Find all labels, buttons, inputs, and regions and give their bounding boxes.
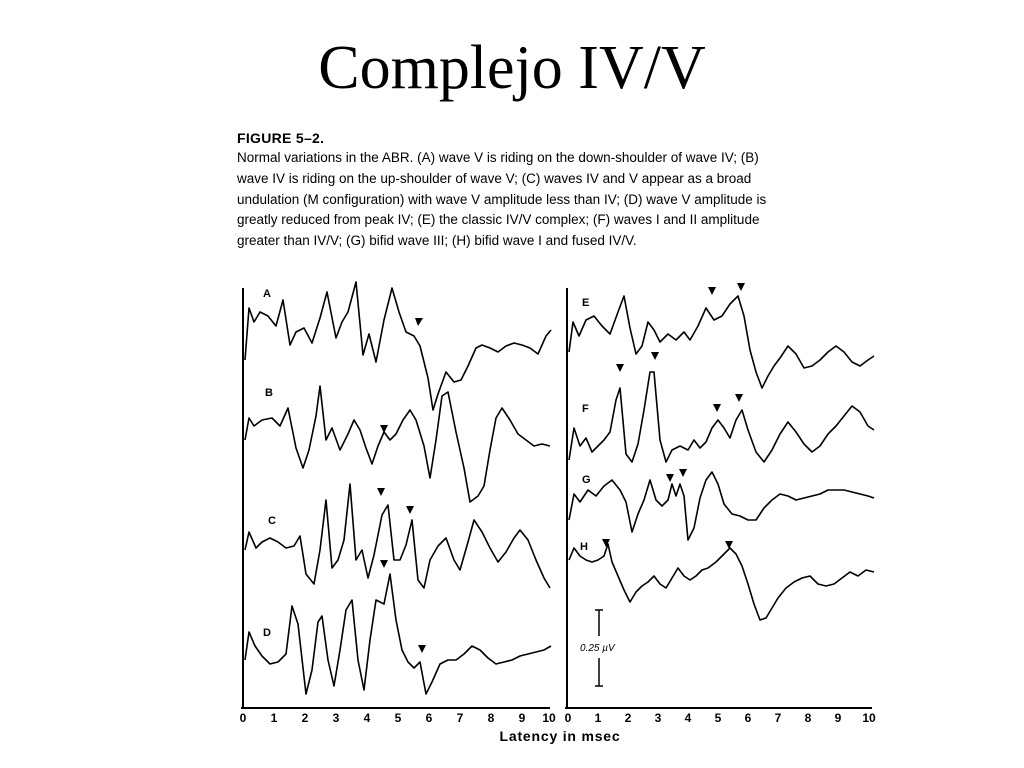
- right-x-ticks: [565, 711, 876, 725]
- trace-label-f: F: [582, 403, 589, 415]
- x-tick: 1: [270, 711, 278, 725]
- x-tick: 10: [862, 711, 876, 725]
- trace-h: [569, 544, 874, 620]
- peak-marker-icon: [377, 488, 385, 496]
- trace-f: [569, 372, 874, 462]
- x-tick: 5: [714, 711, 722, 725]
- x-tick: 8: [487, 711, 495, 725]
- peak-marker-icon: [616, 364, 624, 372]
- x-axis-label: Latency in msec: [499, 728, 621, 744]
- peak-marker-icon: [713, 404, 721, 412]
- x-tick: 6: [744, 711, 752, 725]
- left-x-ticks: [240, 711, 556, 725]
- peak-marker-icon: [415, 318, 423, 326]
- peak-marker-icon: [666, 474, 674, 482]
- trace-c: [245, 484, 550, 588]
- trace-label-e: E: [582, 297, 590, 309]
- trace-a: [245, 282, 551, 410]
- x-tick: 4: [684, 711, 692, 725]
- peak-marker-icon: [708, 287, 716, 295]
- x-tick: 3: [654, 711, 662, 725]
- trace-g: [569, 472, 874, 540]
- peak-marker-icon: [679, 469, 687, 477]
- trace-label-g: G: [582, 474, 591, 486]
- peak-marker-icon: [735, 394, 743, 402]
- trace-label-b: B: [265, 387, 273, 399]
- peak-marker-icon: [380, 560, 388, 568]
- figure-label: FIGURE 5–2.: [237, 130, 325, 146]
- peak-marker-icon: [406, 506, 414, 514]
- x-tick: 10: [542, 711, 556, 725]
- slide-title: Complejo IV/V: [318, 34, 706, 102]
- x-tick: 7: [456, 711, 464, 725]
- caption-line: greater than IV/V; (G) bifid wave III; (H) bifid wave I and fused IV/V.: [237, 233, 637, 249]
- x-tick: 1: [594, 711, 602, 725]
- x-tick: 9: [834, 711, 842, 725]
- trace-label-a: A: [263, 288, 271, 300]
- peak-marker-icon: [380, 425, 388, 433]
- caption-line: Normal variations in the ABR. (A) wave V is riding on the down-shoulder of wave IV; (B): [237, 150, 759, 165]
- trace-label-c: C: [268, 515, 276, 527]
- peak-marker-icon: [737, 283, 745, 291]
- x-tick: 8: [804, 711, 812, 725]
- x-tick: 3: [332, 711, 340, 725]
- trace-d: [245, 574, 551, 694]
- trace-label-d: D: [263, 627, 271, 639]
- x-tick: 0: [564, 711, 572, 725]
- x-tick: 0: [239, 711, 247, 725]
- trace-e: [569, 296, 874, 388]
- x-tick: 5: [394, 711, 402, 725]
- x-tick: 9: [518, 711, 526, 725]
- x-tick: 2: [624, 711, 632, 725]
- peak-marker-icon: [651, 352, 659, 360]
- scale-bar-label: 0.25 µV: [580, 643, 615, 654]
- caption-line: greatly reduced from peak IV; (E) the classic IV/V complex; (F) waves I and II amplitude: [237, 212, 760, 228]
- x-tick: 2: [301, 711, 309, 725]
- trace-label-h: H: [580, 541, 588, 553]
- caption-line: wave IV is riding on the up-shoulder of wave V; (C) waves IV and V appear as a broad: [237, 170, 752, 186]
- peak-marker-icon: [418, 645, 426, 653]
- x-tick: 7: [774, 711, 782, 725]
- trace-b: [245, 386, 550, 502]
- x-tick: 6: [425, 711, 433, 725]
- caption-line: undulation (M configuration) with wave V amplitude less than IV; (D) wave V amplitude is: [237, 191, 767, 207]
- peak-marker-icon: [725, 541, 733, 549]
- x-tick: 4: [363, 711, 371, 725]
